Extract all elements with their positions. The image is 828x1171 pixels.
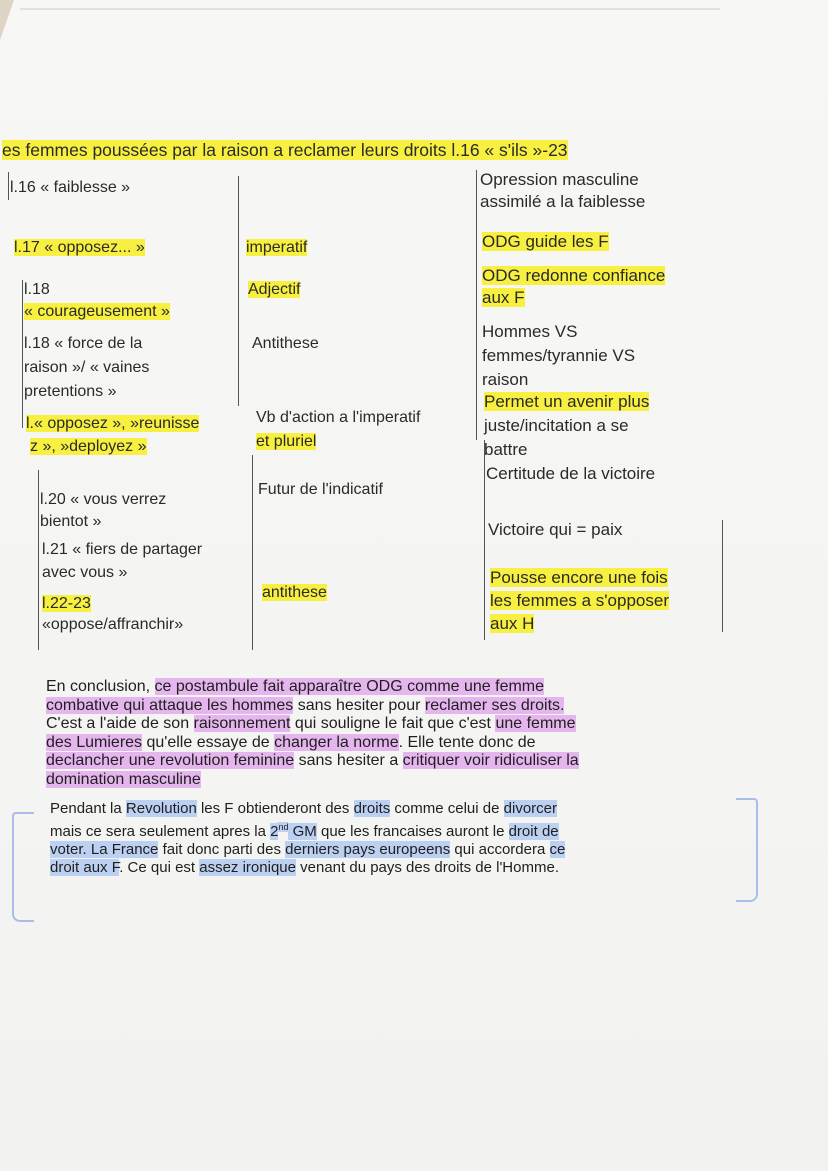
table-line-right-2 [484, 440, 485, 640]
row-0-col1: l.16 « faiblesse » [10, 179, 131, 196]
row-4-col3-l3: battre [484, 440, 528, 459]
aside-line-3: voter. La France fait donc parti des derniers pays europeens qui accordera ce [50, 841, 566, 858]
row-3-col1-l3: pretentions » [24, 383, 117, 400]
conclusion-line-4: des Lumieres qu'elle essaye de changer la norme. Elle tente donc de [46, 733, 536, 751]
row-3-col3-l1: Hommes VS [482, 322, 578, 341]
row-4-col3-l1: Permet un avenir plus [484, 392, 650, 411]
row-5-col1-l2: bientot » [40, 513, 102, 530]
right-bracket [736, 798, 758, 902]
row-4-col3-l2: juste/incitation a se [484, 416, 629, 435]
table-line-mid-2 [252, 455, 253, 650]
table-line-right [476, 170, 477, 440]
row-3-col1-l1: l.18 « force de la [24, 335, 143, 352]
aside-line-1: Pendant la Revolution les F obtienderont des droits comme celui de divorcer [50, 800, 557, 817]
aside-line-2: mais ce sera seulement apres la 2nd GM que les francaises auront le droit de [50, 822, 559, 840]
row-2-col3-l2: aux F [482, 288, 525, 307]
row-2-col1-l2: « courageusement » [24, 303, 170, 320]
row-1-col1: l.17 « opposez... » [14, 239, 145, 256]
row-4-col2-l2: et pluriel [256, 433, 317, 450]
conclusion-line-3: C'est a l'aide de son raisonnement qui souligne le fait que c'est une femme [46, 715, 576, 733]
aside-paragraph [50, 800, 720, 877]
row-7-col1-l2: «oppose/affranchir» [42, 616, 184, 633]
row-0-col3-l1: Opression masculine [480, 170, 639, 189]
header-line: es femmes poussées par la raison a reclamer leurs droits l.16 « s'ils »-23 [2, 140, 568, 160]
row-7-col3-l3: aux H [490, 614, 535, 633]
row-5-col1-l1: l.20 « vous verrez [40, 491, 167, 508]
table-line-left-3 [38, 470, 39, 650]
row-6-col1-l1: l.21 « fiers de partager [42, 541, 203, 558]
table-line-left [8, 172, 9, 200]
row-7-col1-l1: l.22-23 [42, 595, 91, 612]
conclusion-paragraph [46, 678, 726, 790]
table-line-left-2 [22, 280, 23, 428]
conclusion-line-5: declancher une revolution feminine sans hesiter a critiquer voir ridiculiser la [46, 752, 579, 770]
row-7-col3-l1: Pousse encore une fois [490, 568, 668, 587]
row-1-col3: ODG guide les F [482, 232, 609, 251]
row-6-col1-l2: avec vous » [42, 564, 128, 581]
row-7-col2: antithese [262, 584, 327, 601]
row-5-col3: Certitude de la victoire [486, 464, 656, 483]
top-edge-line [20, 8, 720, 10]
row-5-col2: Futur de l'indicatif [258, 481, 383, 498]
row-3-col1-l2: raison »/ « vaines [24, 359, 150, 376]
row-3-col2: Antithese [252, 335, 319, 352]
left-bracket [12, 812, 34, 922]
page-corner [0, 0, 14, 40]
row-7-col3-l2: les femmes a s'opposer [490, 591, 669, 610]
row-4-col2-l1: Vb d'action a l'imperatif [256, 409, 421, 426]
row-4-col1-l1: l.« opposez », »reunisse [26, 415, 200, 432]
row-3-col3-l3: raison [482, 370, 529, 389]
row-1-col2: imperatif [246, 239, 308, 256]
conclusion-line-2: combative qui attaque les hommes sans hesiter pour reclamer ses droits. [46, 696, 565, 714]
row-0-col3-l2: assimilé a la faiblesse [480, 192, 646, 211]
row-6-col3: Victoire qui = paix [488, 520, 623, 539]
table-line-far-right [722, 520, 723, 632]
conclusion-line-6: domination masculine [46, 770, 201, 788]
conclusion-line-1: En conclusion, ce postambule fait apparaître ODG comme une femme [46, 678, 545, 695]
table-line-mid [238, 176, 239, 406]
row-2-col2: Adjectif [248, 281, 301, 298]
row-2-col1-l1: l.18 [24, 281, 50, 298]
aside-line-4: droit aux F. Ce qui est assez ironique venant du pays des droits de l'Homme. [50, 859, 559, 876]
row-2-col3-l1: ODG redonne confiance [482, 266, 666, 285]
row-4-col1-l2: z », »deployez » [30, 438, 147, 455]
row-3-col3-l2: femmes/tyrannie VS [482, 346, 636, 365]
